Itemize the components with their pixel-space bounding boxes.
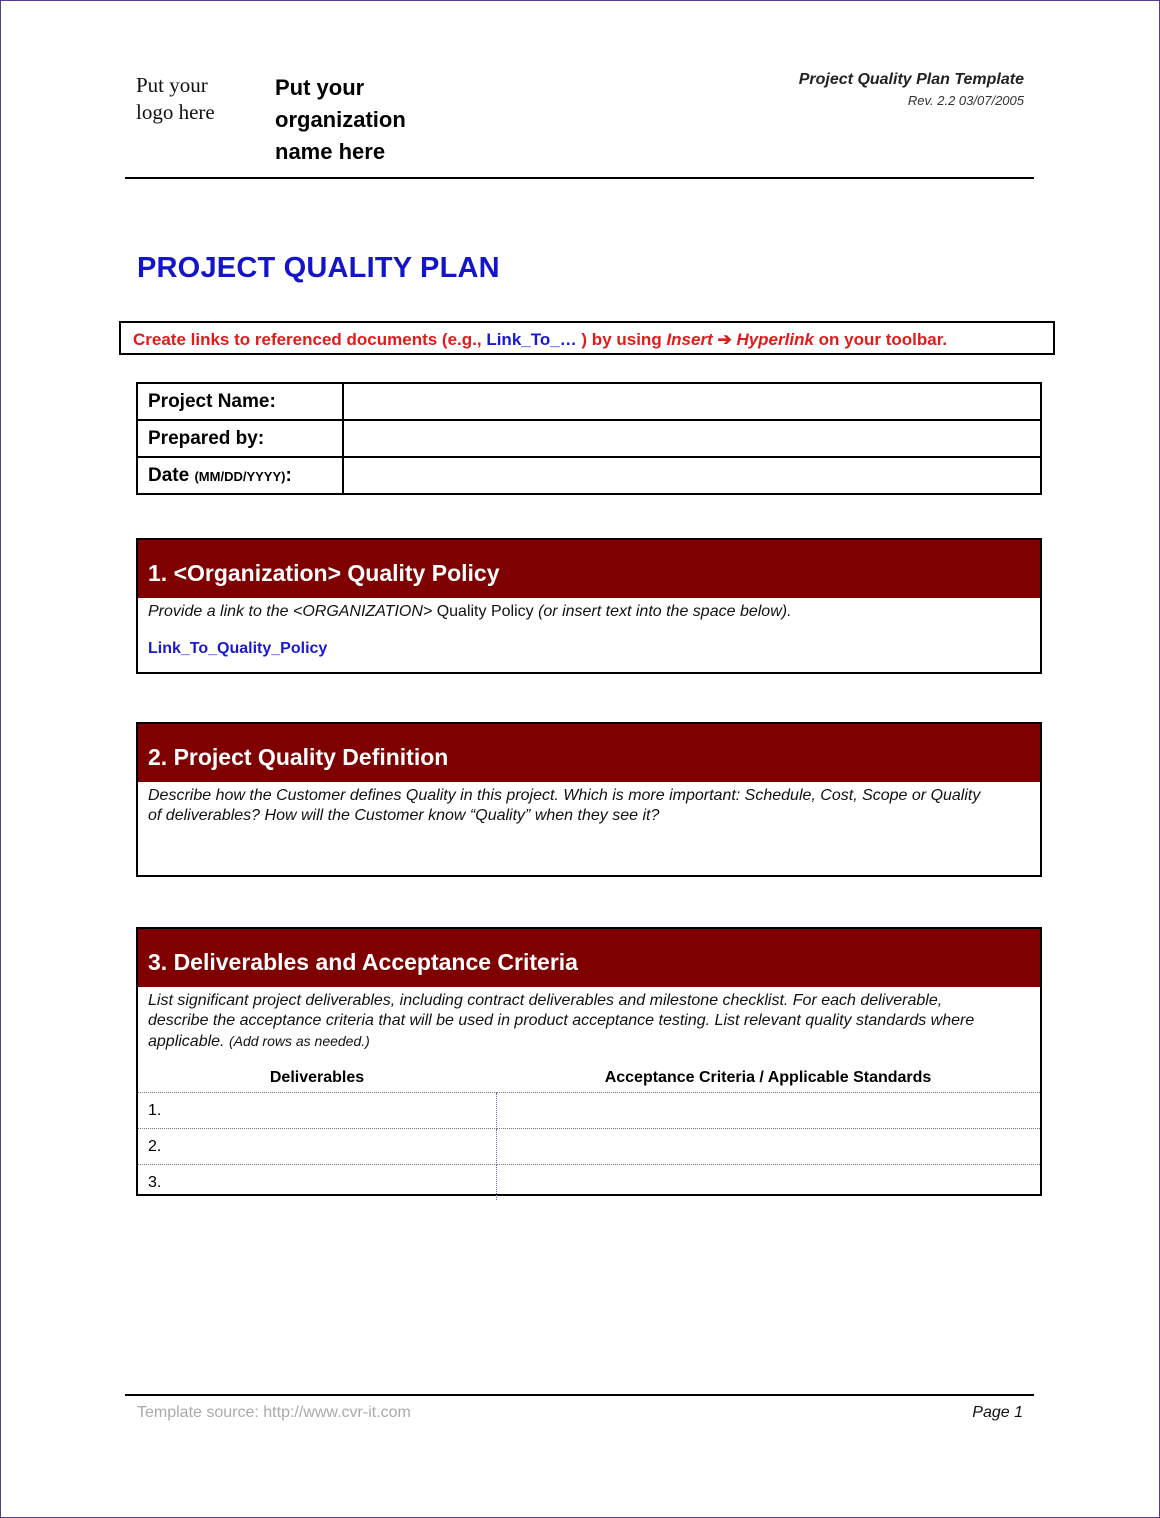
template-revision: Rev. 2.2 03/07/2005 [907,93,1024,108]
logo-placeholder [136,72,215,126]
notice-arrow: ➔ [712,330,737,349]
date-field[interactable] [343,457,1041,494]
prepared-by-label: Prepared by: [137,420,343,457]
desc-line-2: of deliverables? How will the Customer know “Quality” when they see it? [148,807,660,824]
logo-line-1: Put your [136,73,208,97]
notice-link-example[interactable]: Link_To_… [486,330,577,349]
notice-insert: Insert [666,330,713,349]
project-info-table [136,382,1042,495]
desc-part-1: Provide a link to the <ORGANIZATION> [148,603,433,620]
org-line-1: Put your [275,75,365,100]
table-row [138,1129,1040,1165]
criteria-cell[interactable] [496,1093,1040,1129]
section-quality-definition [136,722,1042,877]
section-description [138,987,1040,1052]
table-row [138,1165,1040,1201]
desc-line-3 [148,1031,1030,1052]
table-header-row [138,1064,1040,1093]
prepared-by-field[interactable] [343,420,1041,457]
notice-text-1: Create links to referenced documents (e.g., [133,330,487,349]
section-heading: 1. <Organization> Quality Policy [138,540,1040,598]
organization-name [275,72,475,168]
notice-hyperlink: Hyperlink [736,330,814,349]
column-header-deliverables: Deliverables [138,1064,496,1093]
notice-text-3: on your toolbar. [813,330,948,349]
date-format-hint: (MM/DD/YYYY) [194,468,286,484]
section-deliverables [136,927,1042,1196]
section-heading: 2. Project Quality Definition [138,724,1040,782]
table-row [137,383,1041,420]
desc-line-1: Describe how the Customer defines Quality in this project. Which is more important: Schedule, Cost, Scope or Quality [148,787,981,804]
notice-text-2: ) by using [576,330,667,349]
deliverables-table [138,1064,1040,1200]
desc-part-2: Quality Policy [432,603,539,620]
logo-line-2: logo here [136,100,215,124]
project-name-label: Project Name: [137,383,343,420]
date-label [137,457,343,494]
add-rows-note: (Add rows as needed.) [228,1033,370,1049]
deliverable-cell[interactable]: 3. [138,1165,496,1201]
table-row [138,1093,1040,1129]
deliverable-cell[interactable]: 2. [138,1129,496,1165]
deliverable-cell[interactable]: 1. [138,1093,496,1129]
header-divider [125,177,1034,179]
org-line-2: organization [275,107,406,132]
section-heading: 3. Deliverables and Acceptance Criteria [138,929,1040,987]
section-quality-policy [136,538,1042,674]
desc-line-1: List significant project deliverables, including contract deliverables and milestone checklist. For each deliverable, [148,992,943,1009]
document-title: PROJECT QUALITY PLAN [137,252,500,284]
date-label-text: Date [148,464,190,486]
template-title: Project Quality Plan Template [798,71,1024,88]
template-source: Template source: http://www.cvr-it.com [137,1404,411,1421]
desc-part-3: (or insert text into the space below). [538,603,792,620]
criteria-cell[interactable] [496,1129,1040,1165]
section-description [138,782,1040,826]
quality-policy-link[interactable]: Link_To_Quality_Policy [148,640,328,657]
section-description [138,598,1040,622]
footer-divider [125,1394,1034,1396]
column-header-criteria: Acceptance Criteria / Applicable Standards [496,1064,1040,1093]
table-row [137,457,1041,494]
hyperlink-notice [119,321,1055,355]
desc-line-2: describe the acceptance criteria that will be used in product acceptance testing. List relevant quality standards where [148,1012,975,1029]
table-row [137,420,1041,457]
org-line-3: name here [275,139,386,164]
page-number: Page 1 [972,1404,1023,1421]
criteria-cell[interactable] [496,1165,1040,1201]
date-label-colon: : [285,464,292,486]
project-name-field[interactable] [343,383,1041,420]
desc-line-3-text: applicable. [148,1033,225,1050]
